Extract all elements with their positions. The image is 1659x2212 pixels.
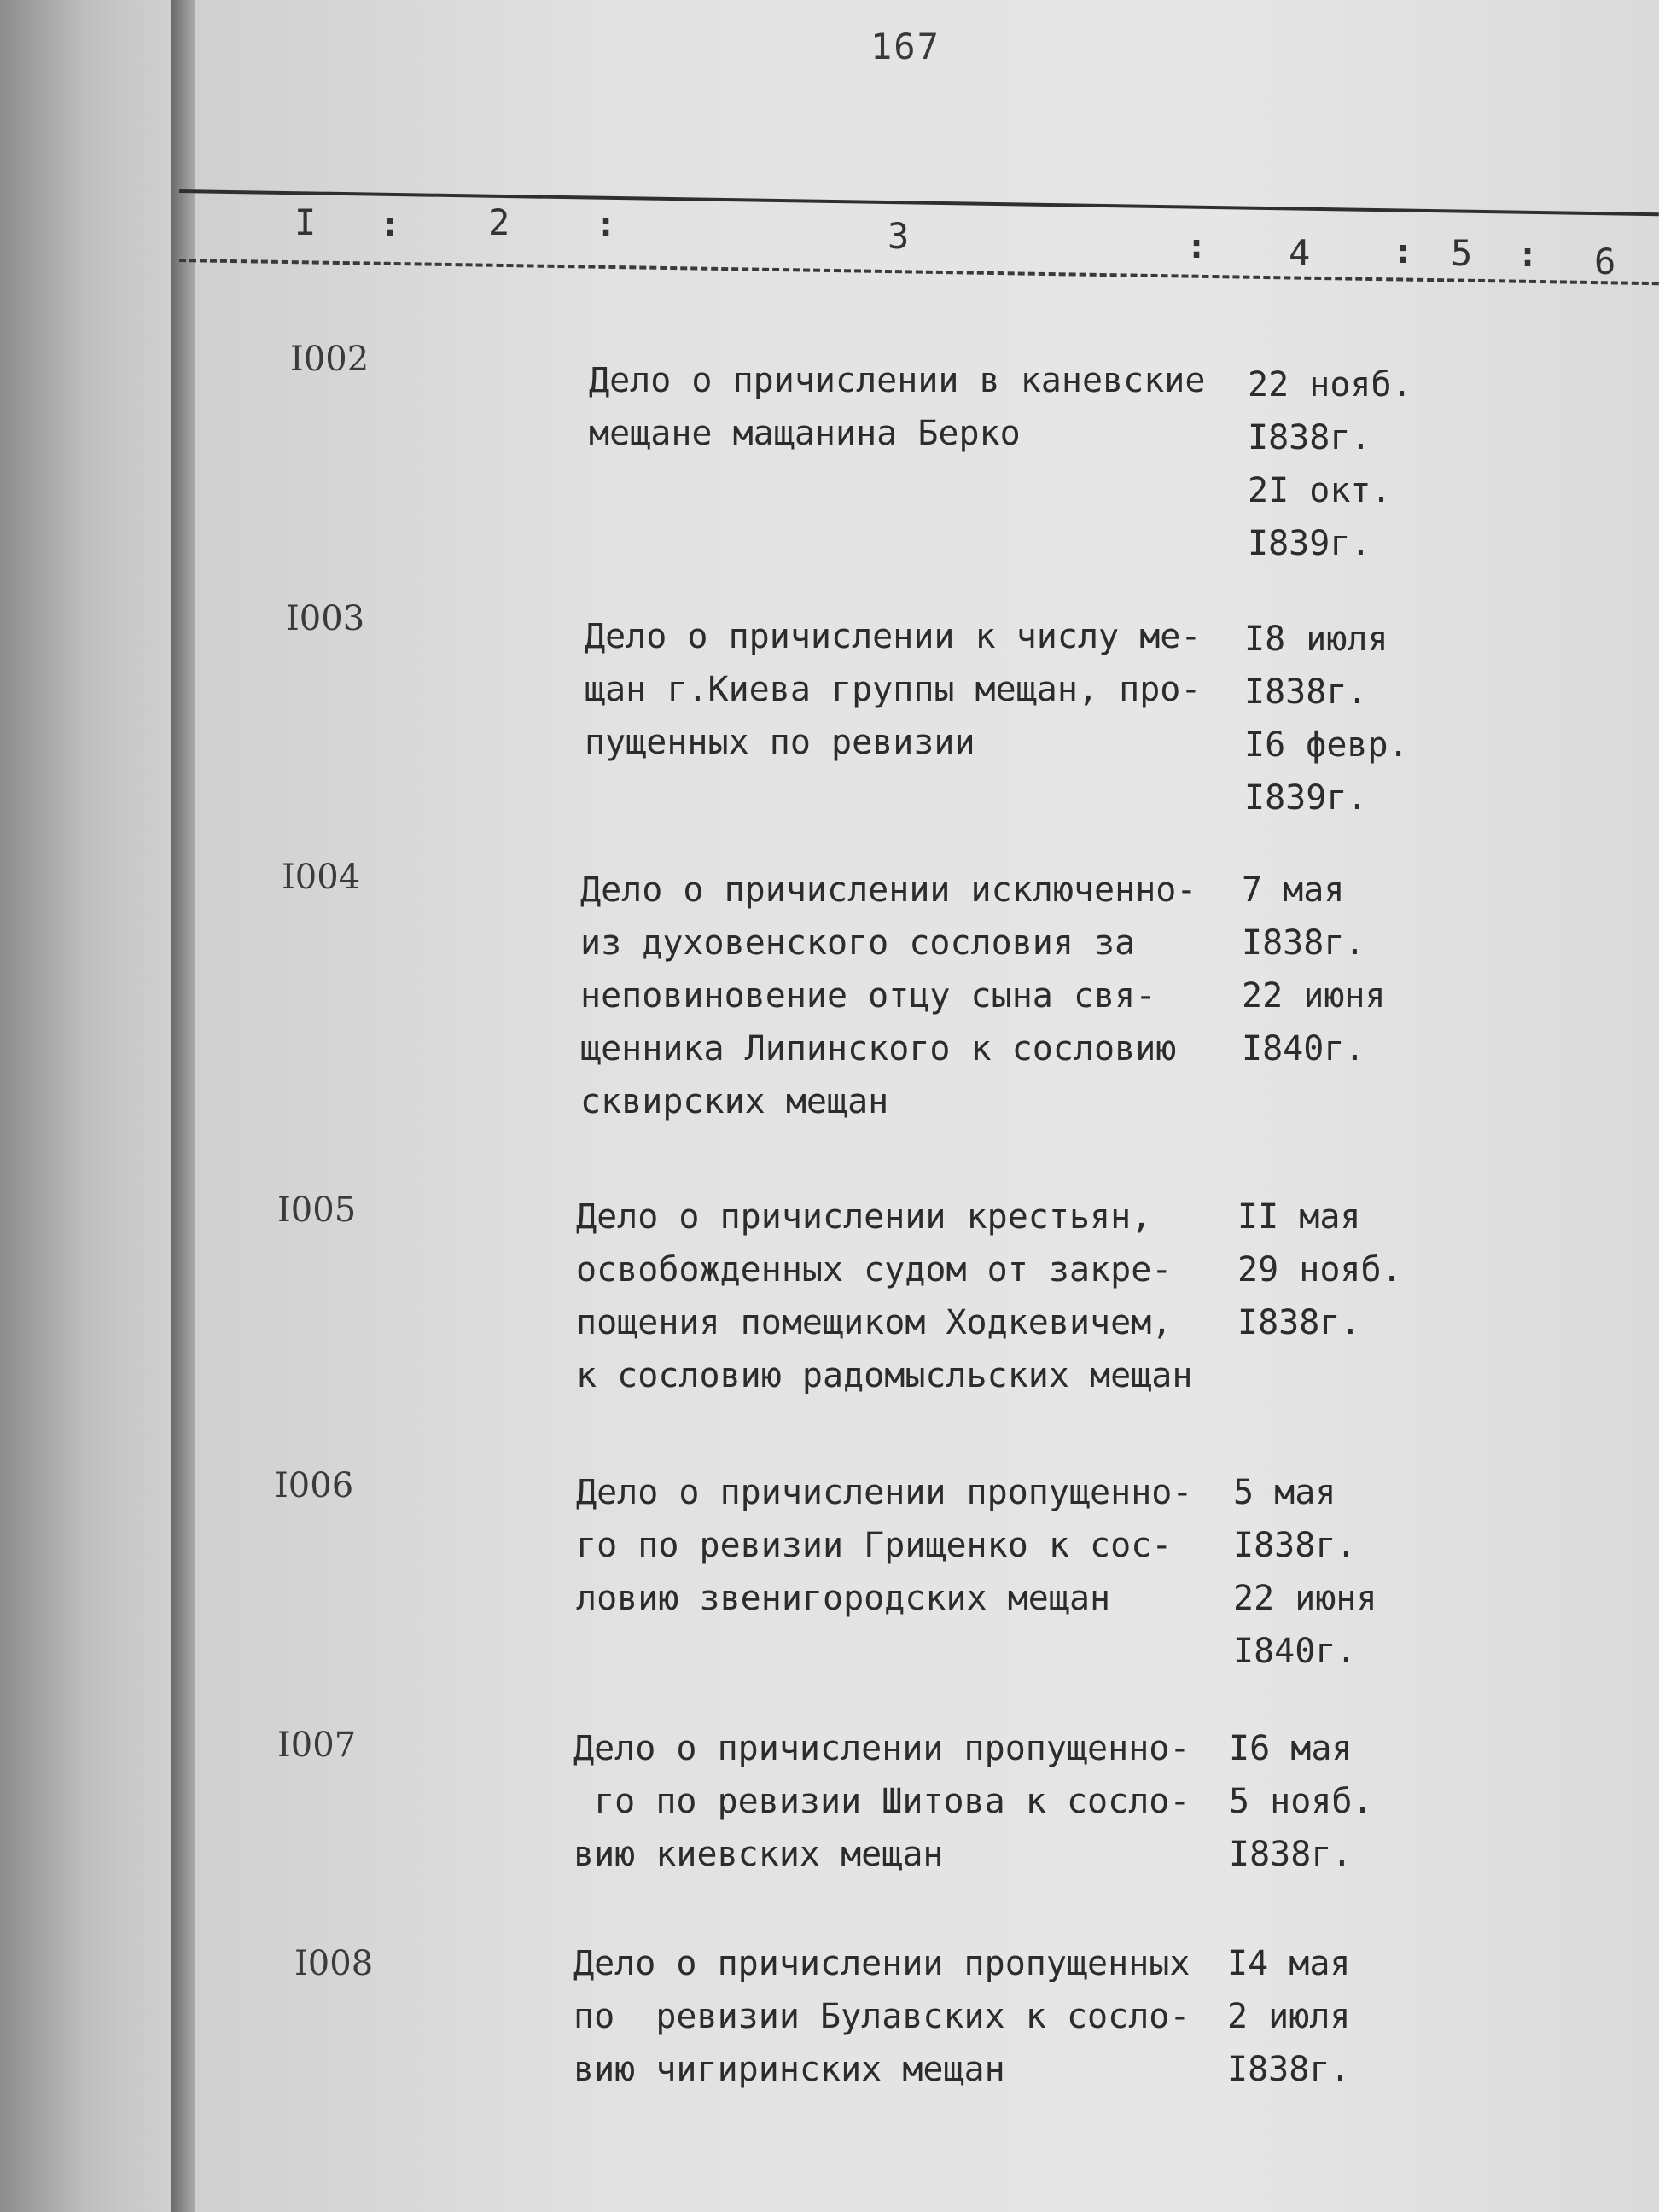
entry-description: Дело о причислении пропущенных по ревизии Булавских к сосло- вию чигиринских мещан (573, 1944, 1190, 2089)
column-separator: : (596, 205, 617, 244)
entry-number: I006 (275, 1466, 354, 1505)
entry-description: Дело о причислении пропущенно- го по ревизии Шитова к сосло- вию киевских мещан (573, 1729, 1190, 1874)
page-number: 167 (870, 26, 940, 67)
entry-description: Дело о причислении к числу ме- щан г.Киева группы мещан, про- пущенных по ревизии (585, 617, 1202, 762)
entry-number: I002 (290, 340, 370, 379)
column-header-3: 3 (888, 215, 910, 257)
column-separator: : (1393, 232, 1414, 271)
entry-dates: I4 мая 2 июля I838г. (1227, 1944, 1351, 2089)
column-separator: : (380, 205, 401, 244)
entry-description: Дело о причислении в каневские мещане мащанина Берко (589, 361, 1206, 453)
column-header-4: 4 (1289, 232, 1311, 274)
column-separator: : (1186, 227, 1208, 266)
column-header-1: I (294, 201, 317, 243)
entry-description: Дело о причислении исключенно- из духовенского сословия за неповиновение отцу сына свя- щенника Липинского к сословию сквирских мещан (580, 870, 1197, 1121)
entry-number: I003 (286, 599, 365, 638)
entry-number: I007 (277, 1726, 357, 1765)
entry-dates: II мая 29 нояб. I838г. (1237, 1197, 1402, 1342)
entry-dates: 22 нояб. I838г. 2I окт. I839г. (1248, 365, 1412, 563)
entry-dates: I8 июля I838г. I6 февр. I839г. (1244, 620, 1409, 818)
entry-number: I004 (282, 858, 361, 897)
book-gutter (0, 0, 183, 2212)
entry-number: I005 (277, 1190, 357, 1230)
column-header-2: 2 (488, 201, 510, 243)
entry-dates: 7 мая I838г. 22 июня I840г. (1242, 870, 1386, 1068)
column-header-6: 6 (1594, 241, 1616, 282)
entry-number: I008 (294, 1944, 374, 1983)
spine-shadow (171, 0, 195, 2212)
entry-description: Дело о причислении крестьян, освобожденных судом от закре- пощения помещиком Ходкевичем, к сословию радомысльских мещан (576, 1197, 1193, 1395)
entry-dates: 5 мая I838г. 22 июня I840г. (1233, 1473, 1377, 1671)
column-separator: : (1517, 236, 1539, 275)
entry-description: Дело о причислении пропущенно- го по ревизии Грищенко к сос- ловию звенигородских мещан (576, 1473, 1193, 1618)
column-header-5: 5 (1451, 232, 1473, 274)
entry-dates: I6 мая 5 нояб. I838г. (1229, 1729, 1373, 1874)
